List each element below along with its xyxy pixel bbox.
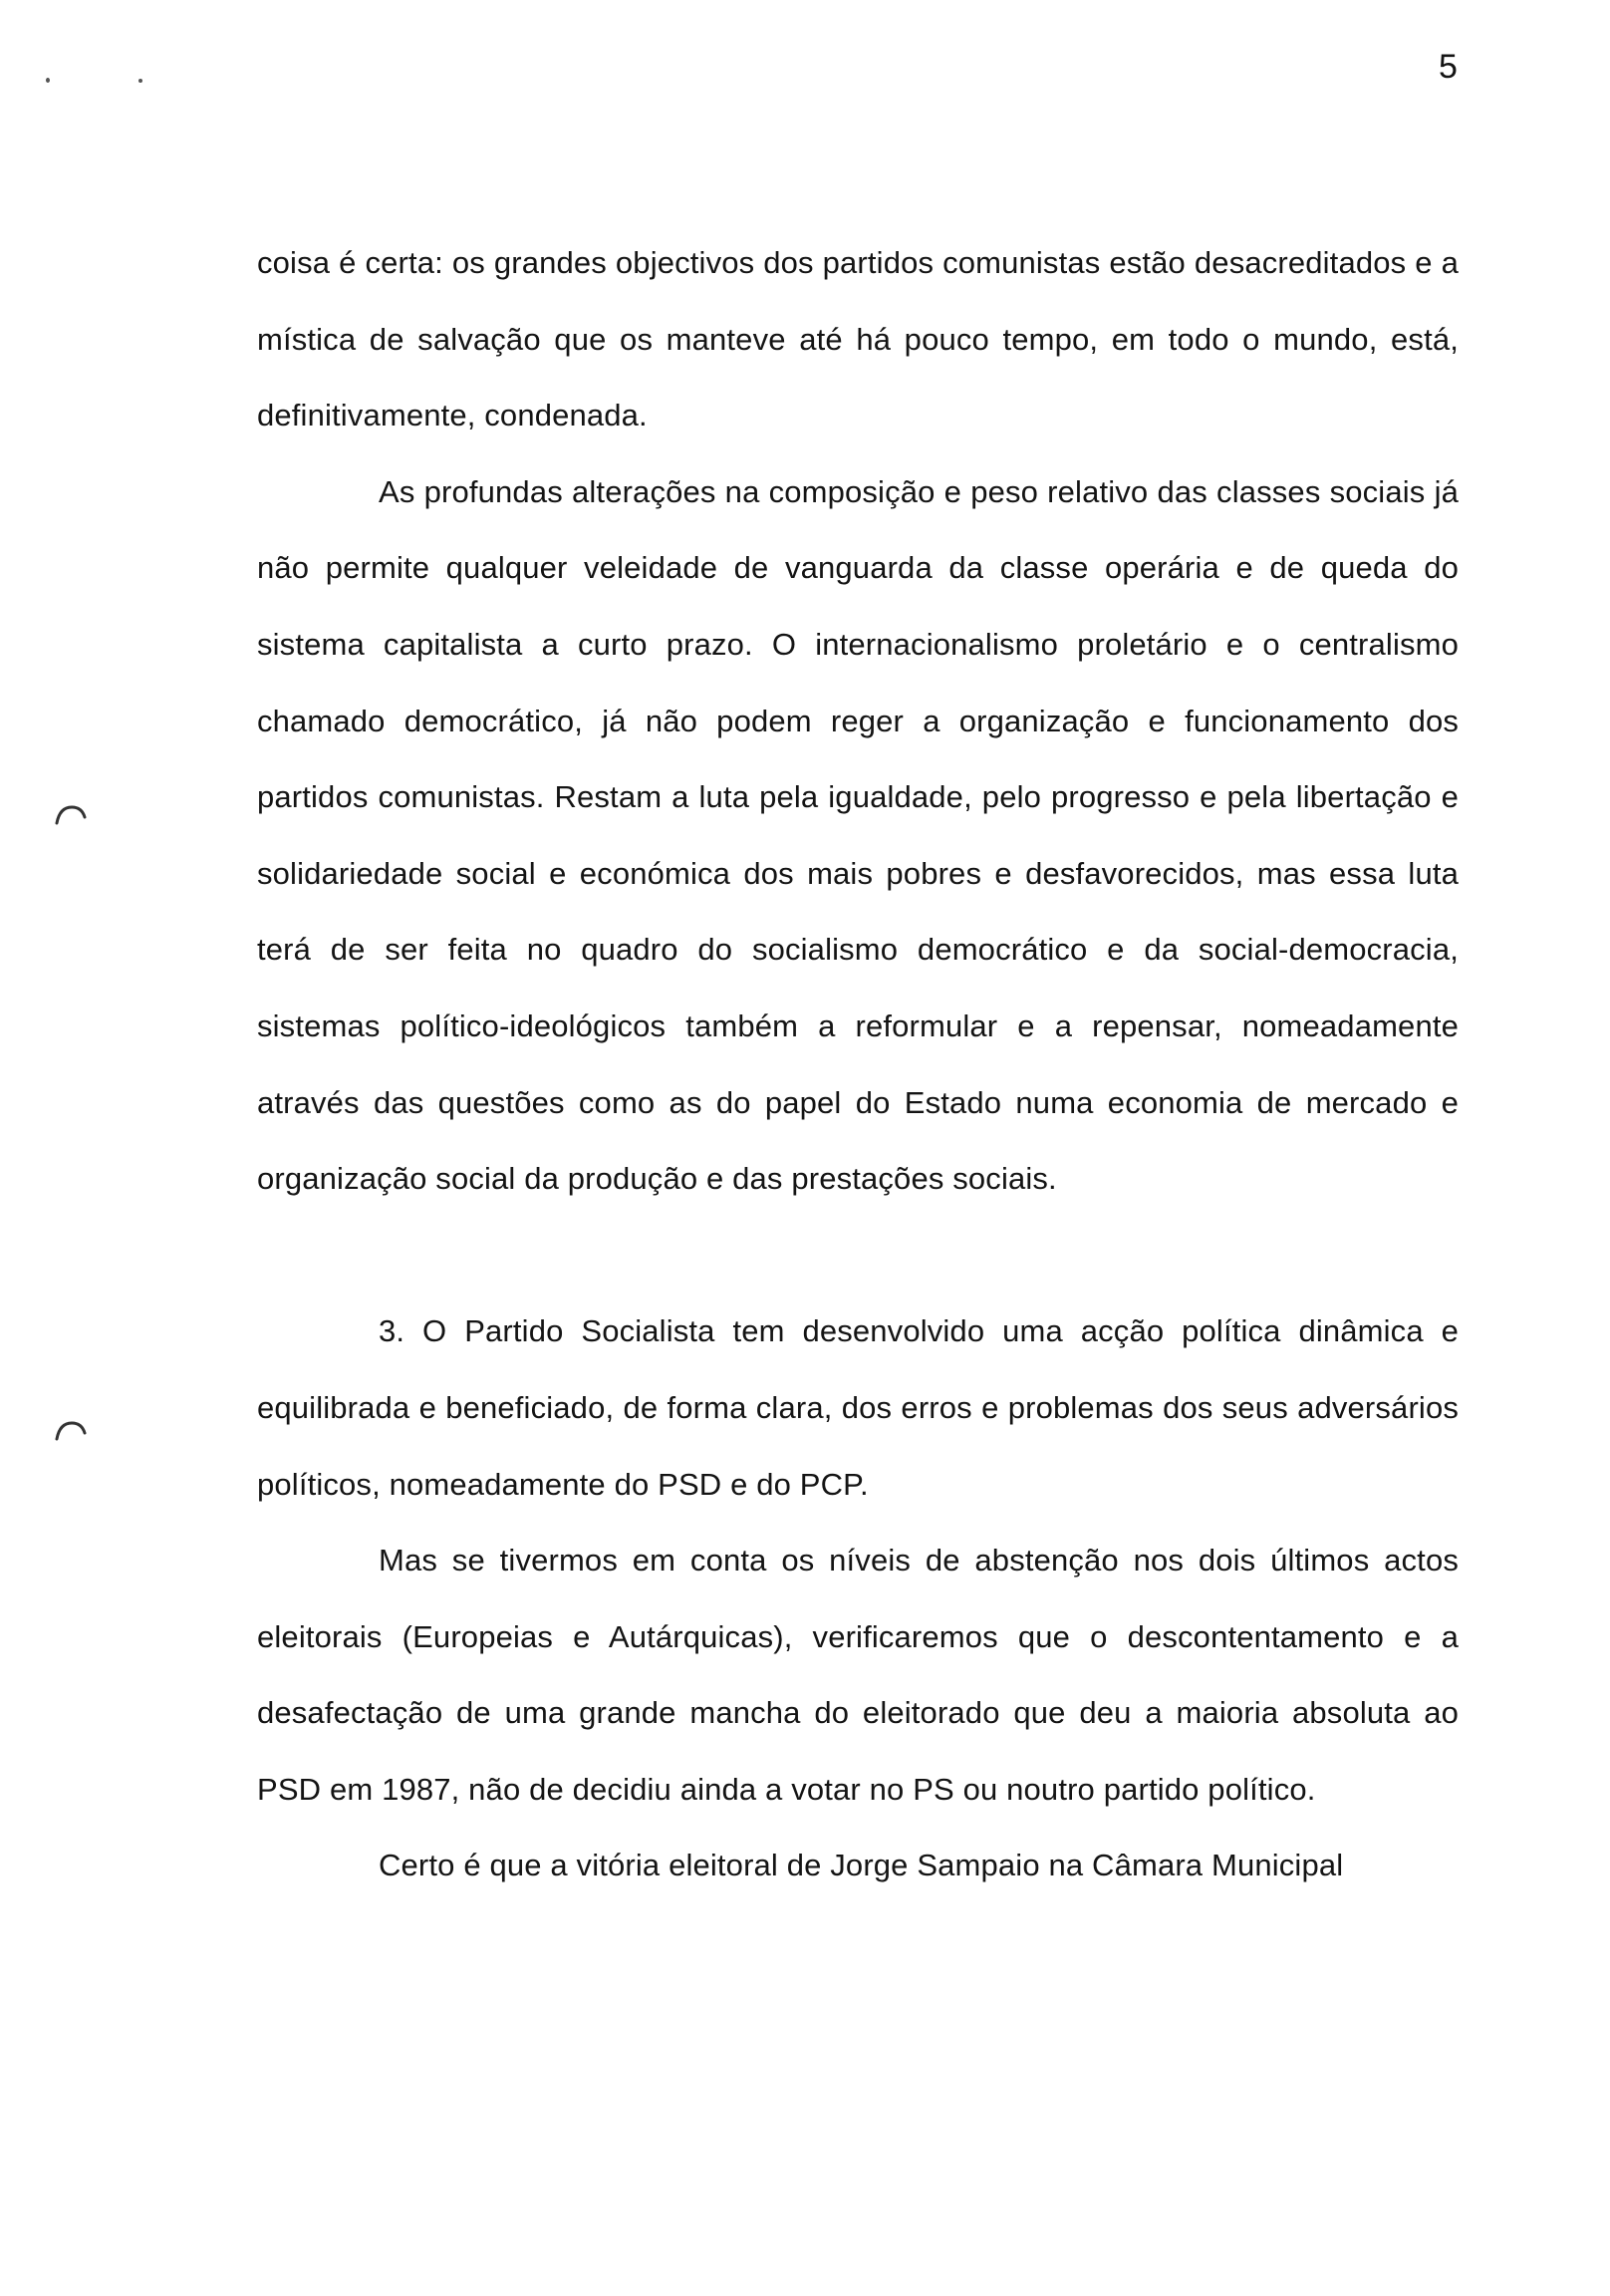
paragraph-4: Mas se tivermos em conta os níveis de abstenção nos dois últimos actos eleitorais (Europeias e Autárquicas), verificaremos que o descontentamento e a desafectação de uma grande mancha do eleitorado que deu a maioria absoluta ao PSD em 1987, não de decidiu ainda a votar no PS ou noutro partido político. [257, 1543, 1459, 1807]
punch-hole-mark-icon [54, 803, 88, 825]
paragraph-5: Certo é que a vitória eleitoral de Jorge Sampaio na Câmara Municipal [379, 1848, 1344, 1883]
page-number: 5 [1439, 48, 1458, 86]
paragraph-gap [257, 1218, 1459, 1294]
paragraph-1: coisa é certa: os grandes objectivos dos partidos comunistas estão desacreditados e a mística de salvação que os manteve até há pouco tempo, em todo o mundo, está, definitivamente, condenada. [257, 245, 1459, 433]
paragraph-2: As profundas alterações na composição e peso relativo das classes sociais já não permite qualquer veleidade de vanguarda da classe operária e de queda do sistema capitalista a curto prazo. O internacionalismo proletário e o centralismo chamado democrático, já não podem reger a organização e funcionamento dos partidos comunistas. Restam a luta pela igualdade, pelo progresso e pela libertação e solidariedade social e económica dos mais pobres e desfavorecidos, mas essa luta terá de ser feita no quadro do socialismo democrático e da social-democracia, sistemas político-ideológicos também a reformular e a repensar, nomeadamente através das questões como as do papel do Estado numa economia de mercado e organização social da produção e das prestações sociais. [257, 473, 1459, 1197]
paragraph-3: 3. O Partido Socialista tem desenvolvido uma acção política dinâmica e equilibrada e beneficiado, de forma clara, dos erros e problemas dos seus adversários políticos, nomeadamente do PSD e do PCP. [257, 1313, 1459, 1502]
body-text [257, 225, 1459, 1904]
punch-hole-mark-icon [54, 1419, 88, 1441]
scan-speck [138, 79, 142, 83]
scan-speck [46, 78, 50, 83]
